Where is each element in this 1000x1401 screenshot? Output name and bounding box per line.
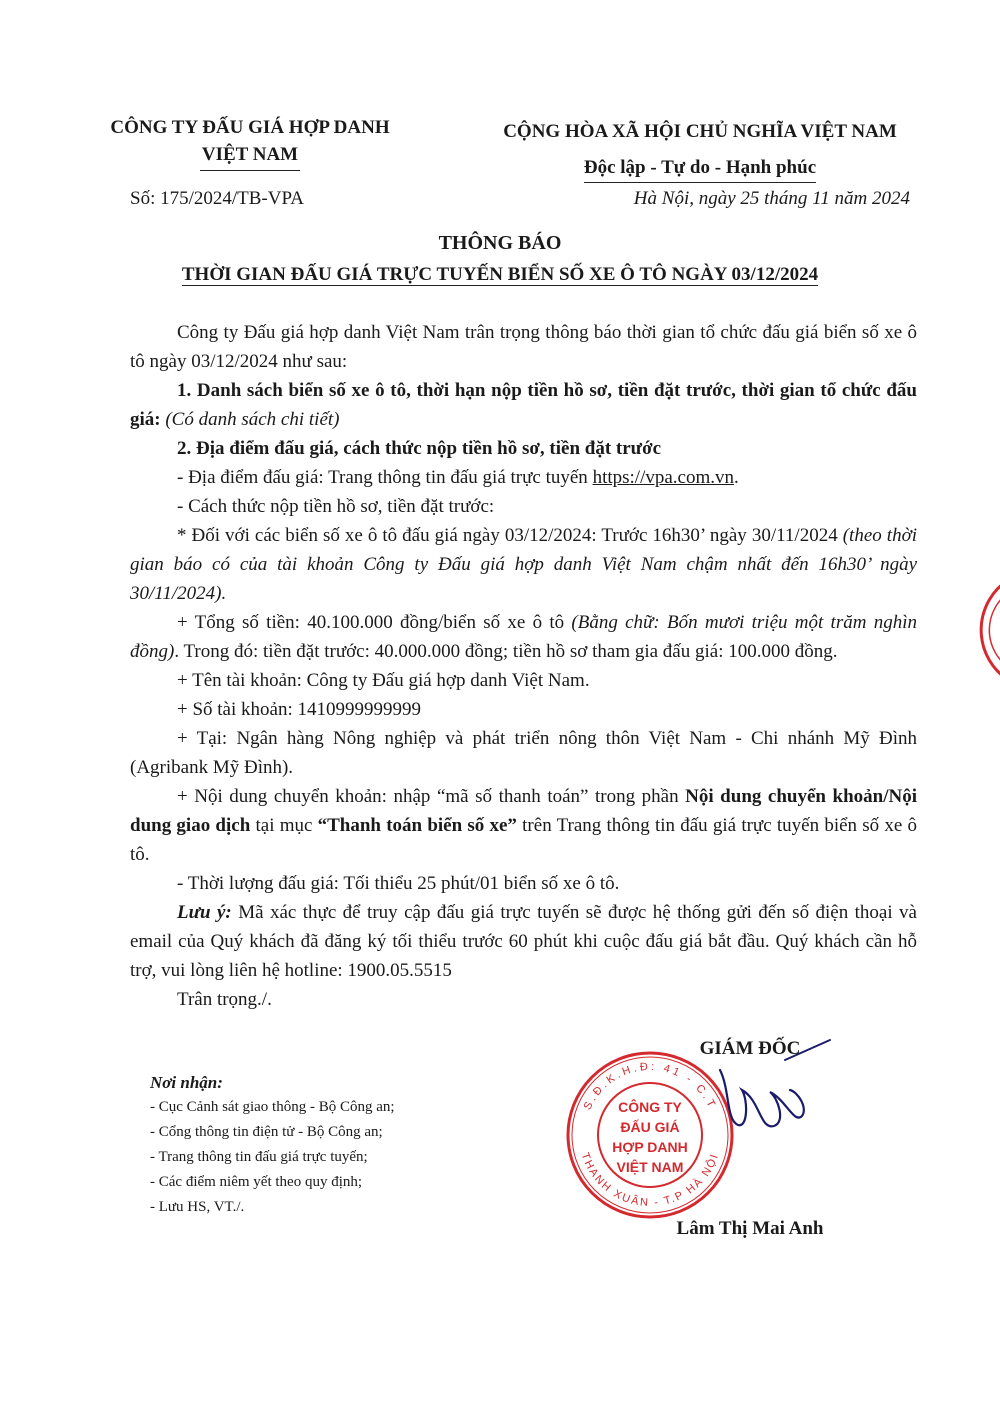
auction-place: - Địa điểm đấu giá: Trang thông tin đấu giá trực tuyến https://vpa.com.vn. [177, 467, 739, 488]
total-amount-breakdown: . Trong đó: tiền đặt trước: 40.000.000 đồng; tiền hồ sơ tham gia đấu giá: 100.000 đồng. [174, 641, 838, 662]
transfer-content [130, 782, 917, 869]
total-amount-text: + Tổng số tiền: 40.100.000 đồng/biển số xe ô tô [177, 612, 565, 633]
section-2-heading: 2. Địa điểm đấu giá, cách thức nộp tiền hồ sơ, tiền đặt trước [177, 438, 662, 459]
transfer-text-c: tại mục [255, 815, 313, 836]
auction-website-link[interactable]: https://vpa.com.vn [592, 467, 734, 488]
seal-line3: HỢP DANH [612, 1139, 688, 1155]
note-paragraph [130, 898, 917, 985]
note-text: Mã xác thực để truy cập đấu giá trực tuyến sẽ được hệ thống gửi đến số điện thoại và email của Quý khách đã đăng ký tối thiểu trước 60 phút khi cuộc đấu giá bắt đầu. Quý khách cần hỗ trợ, vui lòng liên hệ hotline: 1900.05.5515 [130, 902, 917, 981]
national-motto: Độc lập - Tự do - Hạnh phúc [584, 154, 816, 183]
transfer-section-name: “Thanh toán biển số xe” [317, 815, 517, 836]
recipient-item: - Cổng thông tin điện tử - Bộ Công an; [150, 1124, 383, 1140]
partial-seal-edge [968, 575, 1000, 685]
national-header [470, 114, 930, 186]
svg-text:S.Đ.K.H.Đ: 41 - C.T: S.Đ.K.H.Đ: 41 - C.T [581, 1060, 719, 1112]
org-name-line1: CÔNG TY ĐẤU GIÁ HỢP DANH [110, 117, 390, 138]
document-subtitle [0, 264, 1000, 286]
total-amount [130, 608, 917, 666]
country-name: CỘNG HÒA XÃ HỘI CHỦ NGHĨA VIỆT NAM [503, 121, 897, 142]
account-number: + Số tài khoản: 1410999999999 [177, 699, 421, 720]
seal-line2: ĐẤU GIÁ [620, 1119, 680, 1135]
recipient-item: - Cục Cảnh sát giao thông - Bộ Công an; [150, 1099, 395, 1115]
document-title: THÔNG BÁO [438, 232, 562, 254]
svg-text:THANH XUÂN - T.P HÀ NỘI: THANH XUÂN - T.P HÀ NỘI [578, 1151, 722, 1210]
payment-deadline-note: (theo thời gian báo có của tài khoản Công ty Đấu giá hợp danh Việt Nam chậm nhất đến 16h30’ ngày 30/11/2024). [130, 525, 917, 604]
auction-place-label: - Địa điểm đấu giá: Trang thông tin đấu giá trực tuyến [177, 467, 588, 488]
org-underline [200, 170, 300, 171]
transfer-text-e: trên Trang thông tin đấu giá trực tuyến biển số xe ô tô. [130, 815, 918, 865]
recipient-item: - Trang thông tin đấu giá trực tuyến; [150, 1149, 368, 1165]
recipient-item: - Lưu HS, VT./. [150, 1199, 245, 1215]
document-subtitle-text: THỜI GIAN ĐẤU GIÁ TRỰC TUYẾN BIỂN SỐ XE Ô TÔ NGÀY 03/12/2024 [181, 264, 819, 285]
seal-line1: CÔNG TY [618, 1099, 682, 1115]
auction-duration: - Thời lượng đấu giá: Tối thiểu 25 phút/01 biển số xe ô tô. [177, 873, 620, 894]
closing-line: Trân trọng./. [177, 989, 272, 1010]
section-1-note: (Có danh sách chi tiết) [165, 409, 340, 430]
handwritten-signature [690, 1030, 840, 1140]
recipient-item: - Các điểm niêm yết theo quy định; [150, 1174, 363, 1190]
signer-title: GIÁM ĐỐC [699, 1038, 801, 1059]
transfer-field-name: Nội dung chuyển khoản/Nội dung giao dịch [130, 786, 918, 836]
recipients-block [150, 1070, 530, 1220]
payment-method: - Cách thức nộp tiền hồ sơ, tiền đặt trước: [177, 496, 495, 517]
document-body [130, 318, 917, 1014]
date-line: Hà Nội, ngày 25 tháng 11 năm 2024 [633, 188, 910, 209]
seal-line4: VIỆT NAM [616, 1159, 684, 1175]
bank-name: + Tại: Ngân hàng Nông nghiệp và phát triển nông thôn Việt Nam - Chi nhánh Mỹ Đình (Agribank Mỹ Đình). [130, 728, 917, 778]
section-1 [130, 376, 917, 434]
transfer-text-a: + Nội dung chuyển khoản: nhập “mã số thanh toán” trong phần [177, 786, 679, 807]
total-amount-words: (Bằng chữ: Bốn mươi triệu một trăm nghìn đồng) [130, 612, 917, 662]
issuing-organization [80, 114, 420, 171]
recipients-header: Nơi nhận: [150, 1073, 223, 1092]
payment-deadline [130, 521, 917, 608]
section-1-heading: 1. Danh sách biển số xe ô tô, thời hạn nộp tiền hồ sơ, tiền đặt trước, thời gian tổ chức đấu giá: [130, 380, 917, 430]
intro-paragraph: Công ty Đấu giá hợp danh Việt Nam trân trọng thông báo thời gian tổ chức đấu giá biển số xe ô tô ngày 03/12/2024 như sau: [130, 322, 917, 372]
payment-deadline-text: * Đối với các biển số xe ô tô đấu giá ngày 03/12/2024: Trước 16h30’ ngày 30/11/2024 [177, 525, 838, 546]
document-number: Số: 175/2024/TB-VPA [130, 188, 305, 209]
account-name: + Tên tài khoản: Công ty Đấu giá hợp danh Việt Nam. [177, 670, 590, 691]
signer-name: Lâm Thị Mai Anh [676, 1218, 824, 1239]
note-label: Lưu ý: [177, 902, 232, 923]
org-name-line2: VIỆT NAM [201, 144, 299, 165]
